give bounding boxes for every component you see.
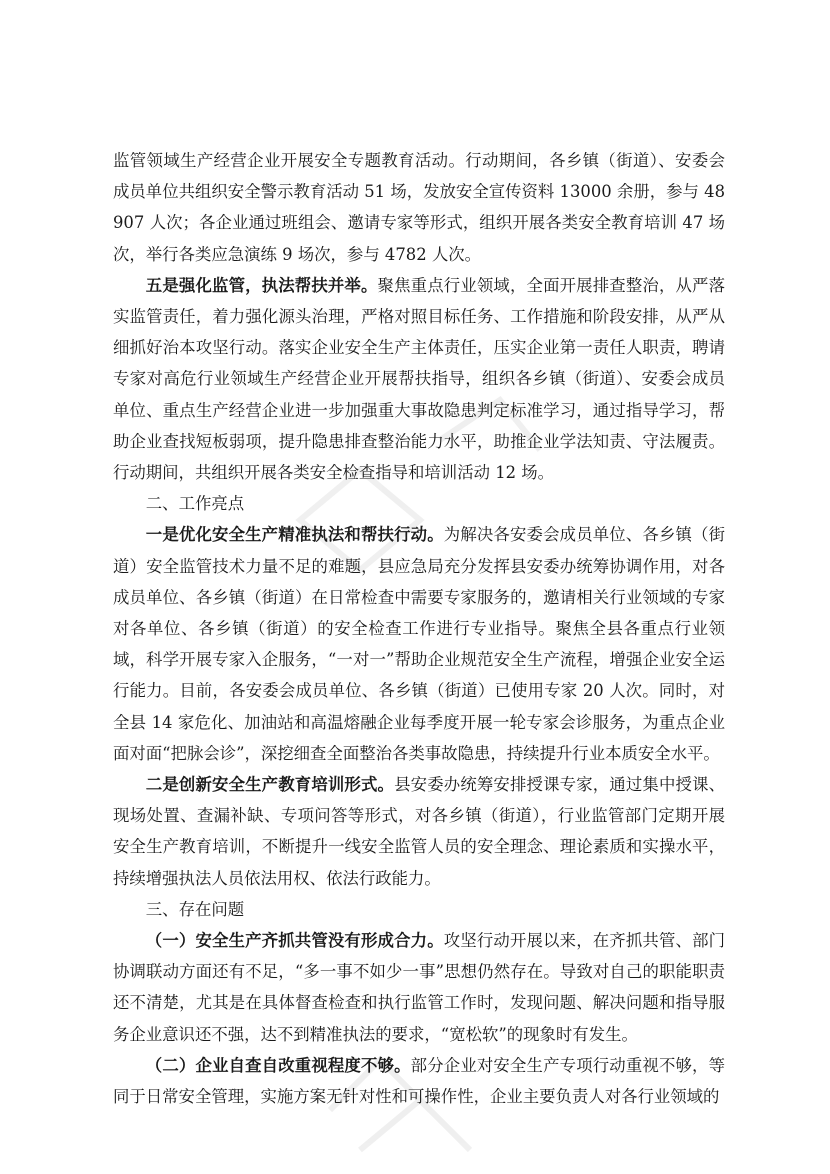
- paragraph-lead: 一是优化安全生产精准执法和帮扶行动。: [145, 525, 444, 545]
- document-body: [113, 145, 725, 1112]
- paragraph-lead: 五是强化监管，执法帮扶并举。: [145, 275, 378, 295]
- paragraph-lead: （二）企业自查自改重视程度不够。: [145, 1055, 411, 1075]
- paragraph-supervision: [113, 270, 725, 488]
- paragraph-expert-service: [113, 519, 725, 769]
- section-heading-problems: 三、存在问题: [145, 899, 245, 919]
- section-heading-highlights: 二、工作亮点: [145, 494, 245, 514]
- paragraph-lead: （一）安全生产齐抓共管没有形成合力。: [145, 931, 444, 951]
- paragraph-text: 为解决各安委会成员单位、各乡镇（街道）安全监管技术力量不足的难题，县应急局充分发挥县安委办统筹协调作用，对各成员单位、各乡镇（街道）在日常检查中需要专家服务的，邀请相关行业领域的专家对各单位、各乡镇（街道）的安全检查工作进行专业指导。聚焦全县各重点行业领域，科学开展专家入企服务，“一对一”帮助企业规范安全生产流程，增强企业安全运行能力。目前，各安委会成员单位、各乡镇（街道）已使用专家 20 人次。同时，对全县 14 家危化、加油站和高温熔融企业每季度开展一轮专家会诊服务，为重点企业面对面“把脉会诊”，深挖细查全面整治各类事故隐患，持续提升行业本质安全水平。: [113, 525, 726, 763]
- paragraph-education-stats: 监管领域生产经营企业开展安全专题教育活动。行动期间，各乡镇（街道）、安委会成员单位共组织安全警示教育活动 51 场，发放安全宣传资料 13000 余册，参与 48907 人次；各企业通过班组会、邀请专家等形式，组织开展各类安全教育培训 47 场次，举行各类应急演练 9 场次，参与 4782 人次。: [113, 151, 725, 264]
- paragraph-lead: 二是创新安全生产教育培训形式。: [145, 775, 395, 795]
- paragraph-text: 县安委办统筹安排授课专家，通过集中授课、现场处置、查漏补缺、专项问答等形式，对各乡镇（街道），行业监管部门定期开展安全生产教育培训，不断提升一线安全监管人员的安全理念、理论素质和实操水平，持续增强执法人员依法用权、依法行政能力。: [113, 775, 726, 888]
- paragraph-problem-two: [113, 1050, 725, 1112]
- paragraph-problem-one: [113, 925, 725, 1050]
- paragraph-training: [113, 769, 725, 894]
- paragraph-text: 聚焦重点行业领域，全面开展排查整治，从严落实监管责任，着力强化源头治理，严格对照目标任务、工作措施和阶段安排，从严从细抓好治本攻坚行动。落实企业安全生产主体责任，压实企业第一责任人职责，聘请专家对高危行业领域生产经营企业开展帮扶指导，组织各乡镇（街道）、安委会成员单位、重点生产经营企业进一步加强重大事故隐患判定标准学习，通过指导学习，帮助企业查找短板弱项，提升隐患排查整治能力水平，助推企业学法知责、守法履责。行动期间，共组织开展各类安全检查指导和培训活动 12 场。: [113, 275, 726, 483]
- paragraph-text: 攻坚行动开展以来，在齐抓共管、部门协调联动方面还有不足，“多一事不如少一事”思想仍然存在。导致对自己的职能职责还不清楚，尤其是在具体督查检查和执行监管工作时，发现问题、解决问题和指导服务企业意识还不强，达不到精准执法的要求，“宽松软”的现象时有发生。: [113, 931, 726, 1044]
- paragraph-text: 部分企业对安全生产专项行动重视不够，等同于日常安全管理，实施方案无针对性和可操作性，企业主要负责人对各行业领域的: [113, 1055, 726, 1107]
